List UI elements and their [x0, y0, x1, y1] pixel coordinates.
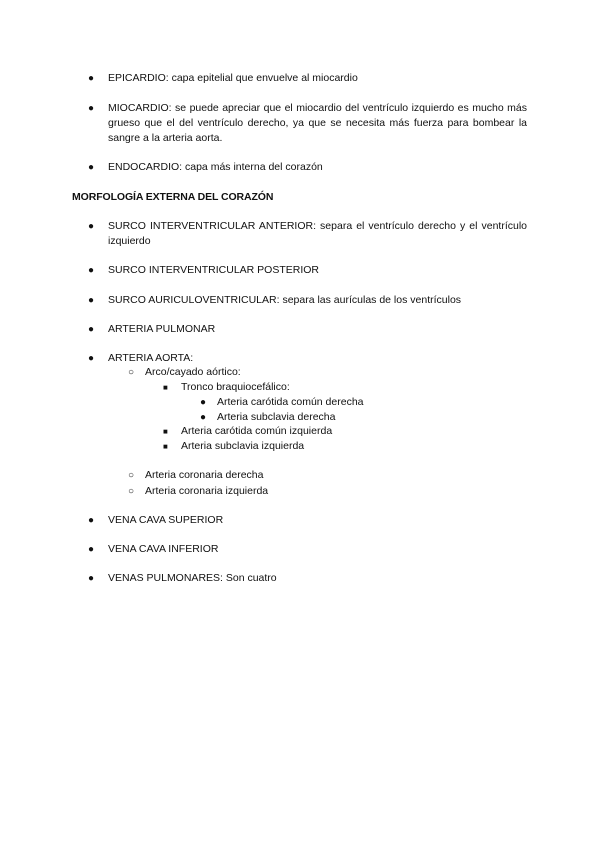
list-item-text: SURCO AURICULOVENTRICULAR: separa las aurículas de los ventrículos [108, 294, 462, 306]
list-item-text: VENAS PULMONARES: Son cuatro [108, 572, 277, 584]
bullet-icon: ● [88, 324, 95, 335]
sublist-item-text: Arteria coronaria derecha [145, 469, 264, 481]
bullet-icon: ■ [163, 427, 168, 436]
bullet-icon: ○ [128, 367, 135, 378]
subsublist-item-text: Tronco braquiocefálico: [181, 381, 290, 393]
list-item-text: VENA CAVA INFERIOR [108, 543, 219, 555]
bullet-icon: ● [88, 162, 95, 173]
level4-item-text: Arteria subclavia derecha [217, 411, 336, 423]
list-item-text: MIOCARDIO: se puede apreciar que el miocardio del ventrículo izquierdo es mucho más grueso que el del ventrículo derecho, ya que se necesita más fuerza para bombear la sangre a la arteria aorta. [108, 102, 527, 144]
bullet-icon: ● [88, 295, 95, 306]
bullet-icon: ■ [163, 442, 168, 451]
bullet-icon: ■ [163, 383, 168, 392]
bullet-icon: ● [200, 412, 207, 423]
list-item-text: ARTERIA AORTA: [108, 352, 194, 364]
bullet-icon: ● [88, 515, 95, 526]
bullet-icon: ● [88, 353, 95, 364]
level4-item-text: Arteria carótida común derecha [217, 396, 364, 408]
bullet-icon: ● [88, 573, 95, 584]
list-item-text: ENDOCARDIO: capa más interna del corazón [108, 161, 323, 173]
bullet-icon: ● [88, 221, 95, 232]
bullet-icon: ● [88, 103, 95, 114]
bullet-icon: ● [88, 544, 95, 555]
sublist-item-text: Arco/cayado aórtico: [145, 366, 241, 378]
bullet-icon: ○ [128, 470, 135, 481]
list-item-text: SURCO INTERVENTRICULAR POSTERIOR [108, 264, 319, 276]
sublist-item-text: Arteria coronaria izquierda [145, 485, 269, 497]
list-item-text: ARTERIA PULMONAR [108, 323, 216, 335]
list-item-text: SURCO INTERVENTRICULAR ANTERIOR: separa el ventrículo derecho y el ventrículo izquierdo [108, 220, 527, 247]
list-item-text: EPICARDIO: capa epitelial que envuelve al miocardio [108, 72, 358, 84]
section-title: MORFOLOGÍA EXTERNA DEL CORAZÓN [72, 191, 274, 203]
bullet-icon: ● [200, 397, 207, 408]
bullet-icon: ● [88, 265, 95, 276]
bullet-icon: ● [88, 73, 95, 84]
bullet-icon: ○ [128, 486, 135, 497]
subsublist-item-text: Arteria subclavia izquierda [181, 440, 305, 452]
list-item-text: VENA CAVA SUPERIOR [108, 514, 224, 526]
subsublist-item-text: Arteria carótida común izquierda [181, 425, 333, 437]
